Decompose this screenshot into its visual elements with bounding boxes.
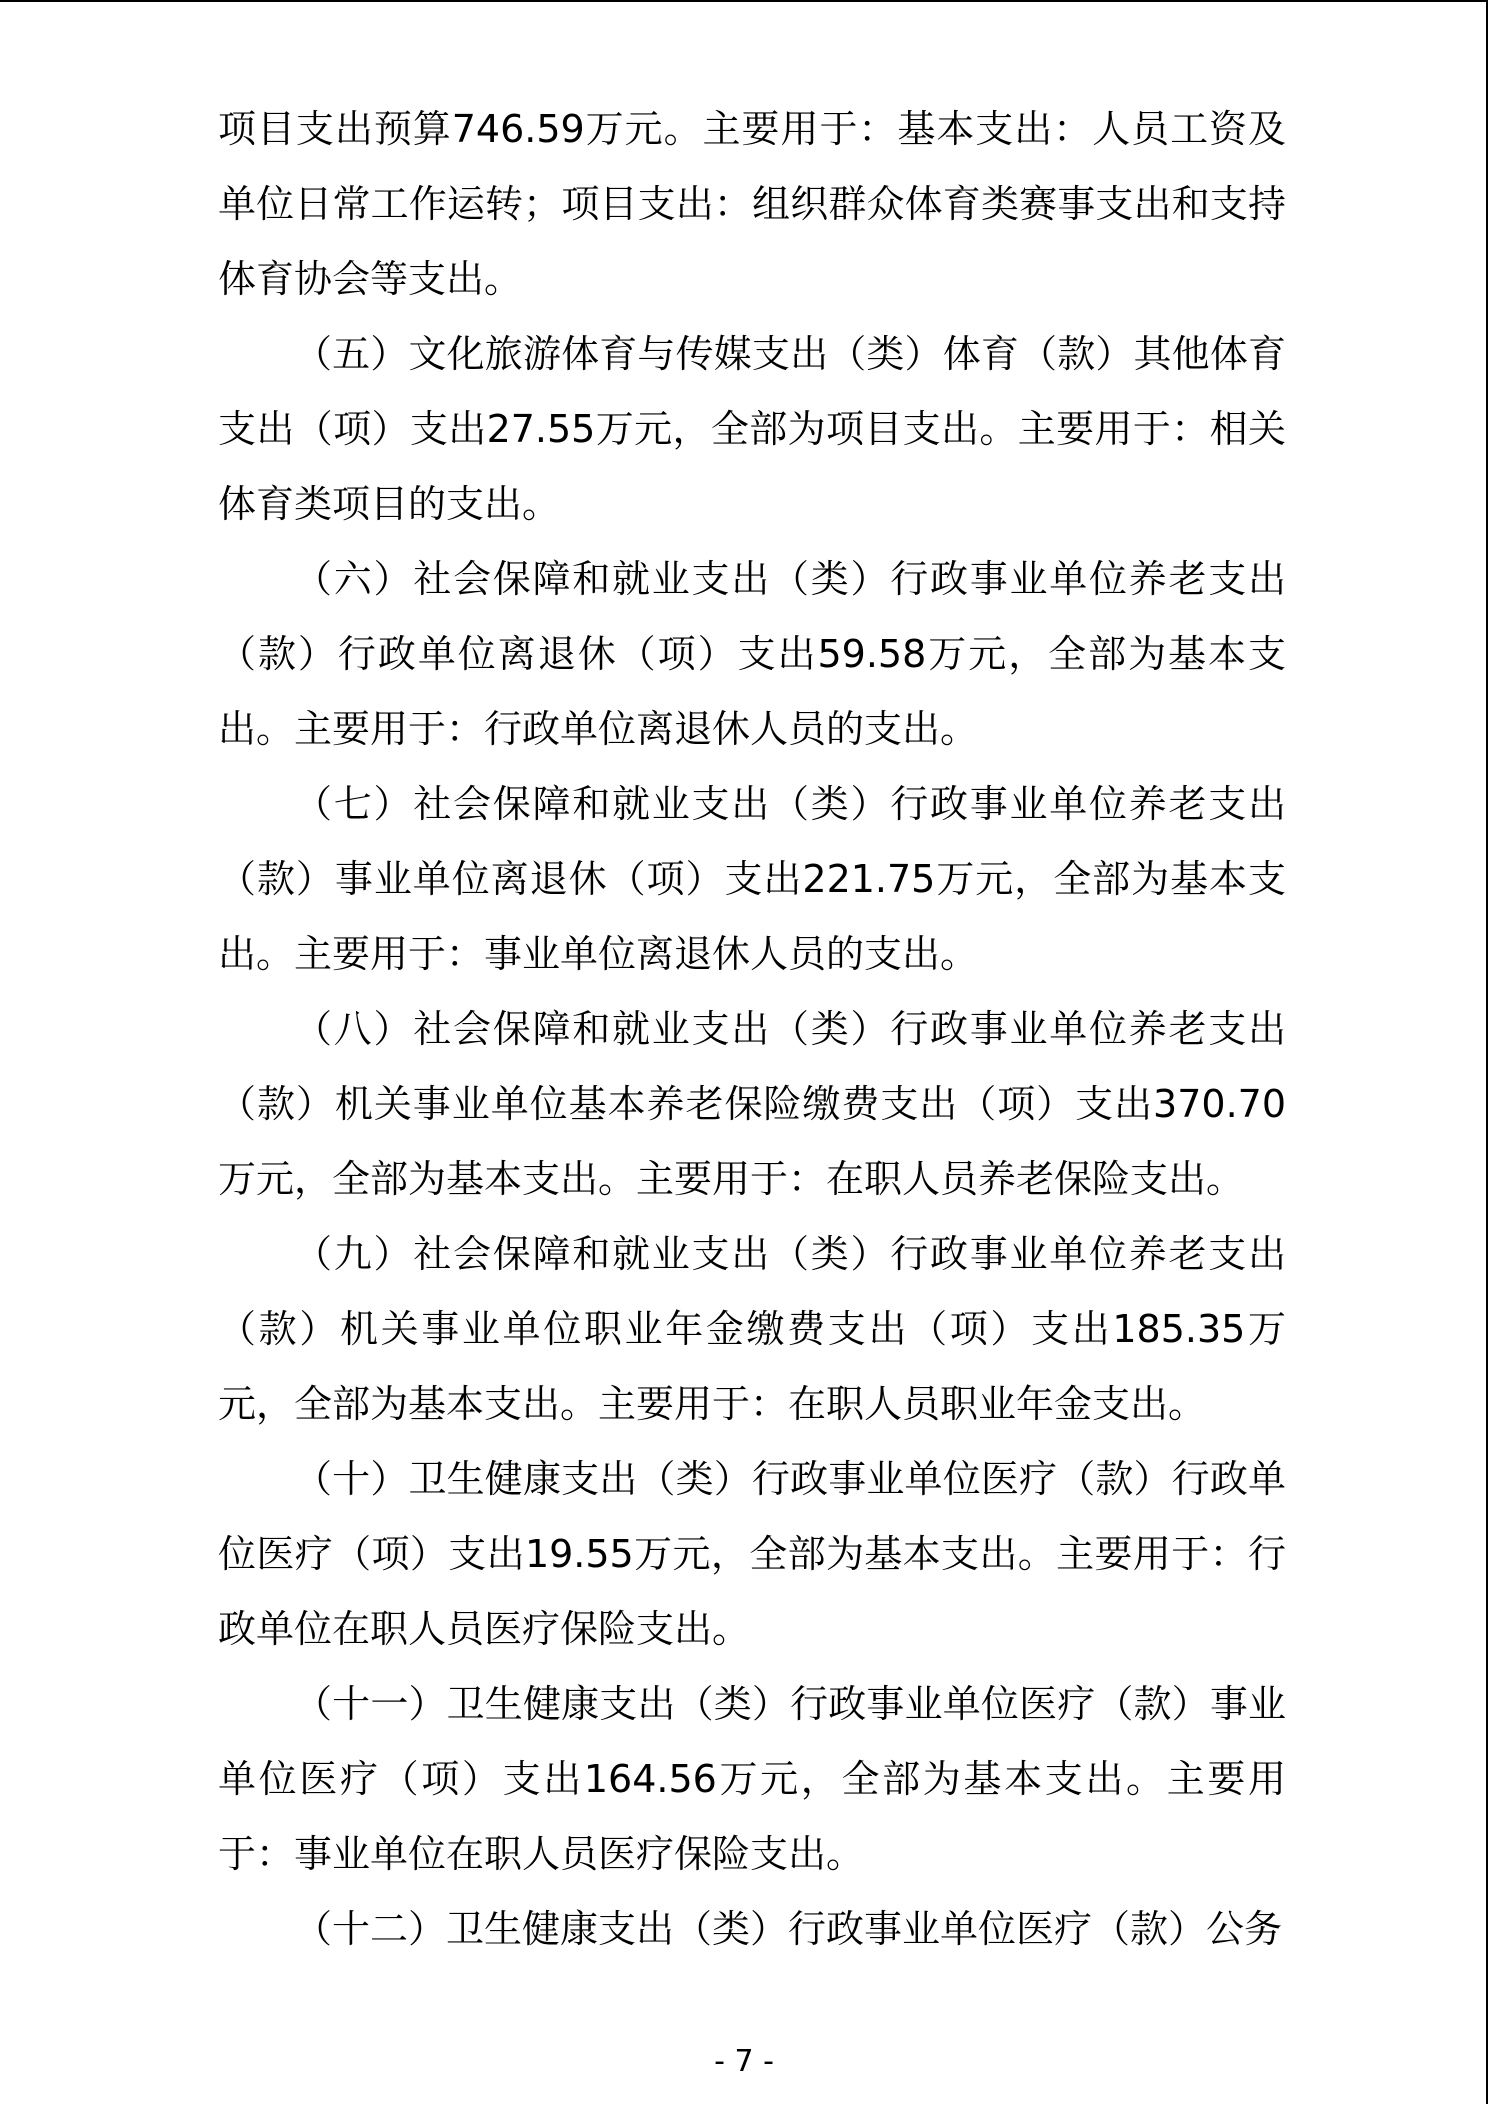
document-body bbox=[218, 92, 1286, 1967]
paragraph-continuation: 项目支出预算746.59万元。主要用于：基本支出：人员工资及单位日常工作运转；项目支出：组织群众体育类赛事支出和支持体育协会等支出。 bbox=[218, 107, 1286, 301]
paragraph-item-11: （十一）卫生健康支出（类）行政事业单位医疗（款）事业单位医疗（项）支出164.56万元，全部为基本支出。主要用于：事业单位在职人员医疗保险支出。 bbox=[218, 1682, 1286, 1876]
paragraph-item-5: （五）文化旅游体育与传媒支出（类）体育（款）其他体育支出（项）支出27.55万元，全部为项目支出。主要用于：相关体育类项目的支出。 bbox=[218, 332, 1286, 526]
page-number: - 7 - bbox=[714, 2044, 774, 2079]
paragraph-item-10: （十）卫生健康支出（类）行政事业单位医疗（款）行政单位医疗（项）支出19.55万元，全部为基本支出。主要用于：行政单位在职人员医疗保险支出。 bbox=[218, 1457, 1286, 1651]
paragraph-item-8: （八）社会保障和就业支出（类）行政事业单位养老支出（款）机关事业单位基本养老保险缴费支出（项）支出370.70万元，全部为基本支出。主要用于：在职人员养老保险支出。 bbox=[218, 1007, 1286, 1201]
paragraph-item-12: （十二）卫生健康支出（类）行政事业单位医疗（款）公务 bbox=[294, 1907, 1283, 1951]
paragraph-item-6: （六）社会保障和就业支出（类）行政事业单位养老支出（款）行政单位离退休（项）支出59.58万元，全部为基本支出。主要用于：行政单位离退休人员的支出。 bbox=[218, 557, 1286, 751]
paragraph-item-9: （九）社会保障和就业支出（类）行政事业单位养老支出（款）机关事业单位职业年金缴费支出（项）支出185.35万元，全部为基本支出。主要用于：在职人员职业年金支出。 bbox=[218, 1232, 1286, 1426]
paragraph-item-7: （七）社会保障和就业支出（类）行政事业单位养老支出（款）事业单位离退休（项）支出221.75万元，全部为基本支出。主要用于：事业单位离退休人员的支出。 bbox=[218, 782, 1286, 976]
